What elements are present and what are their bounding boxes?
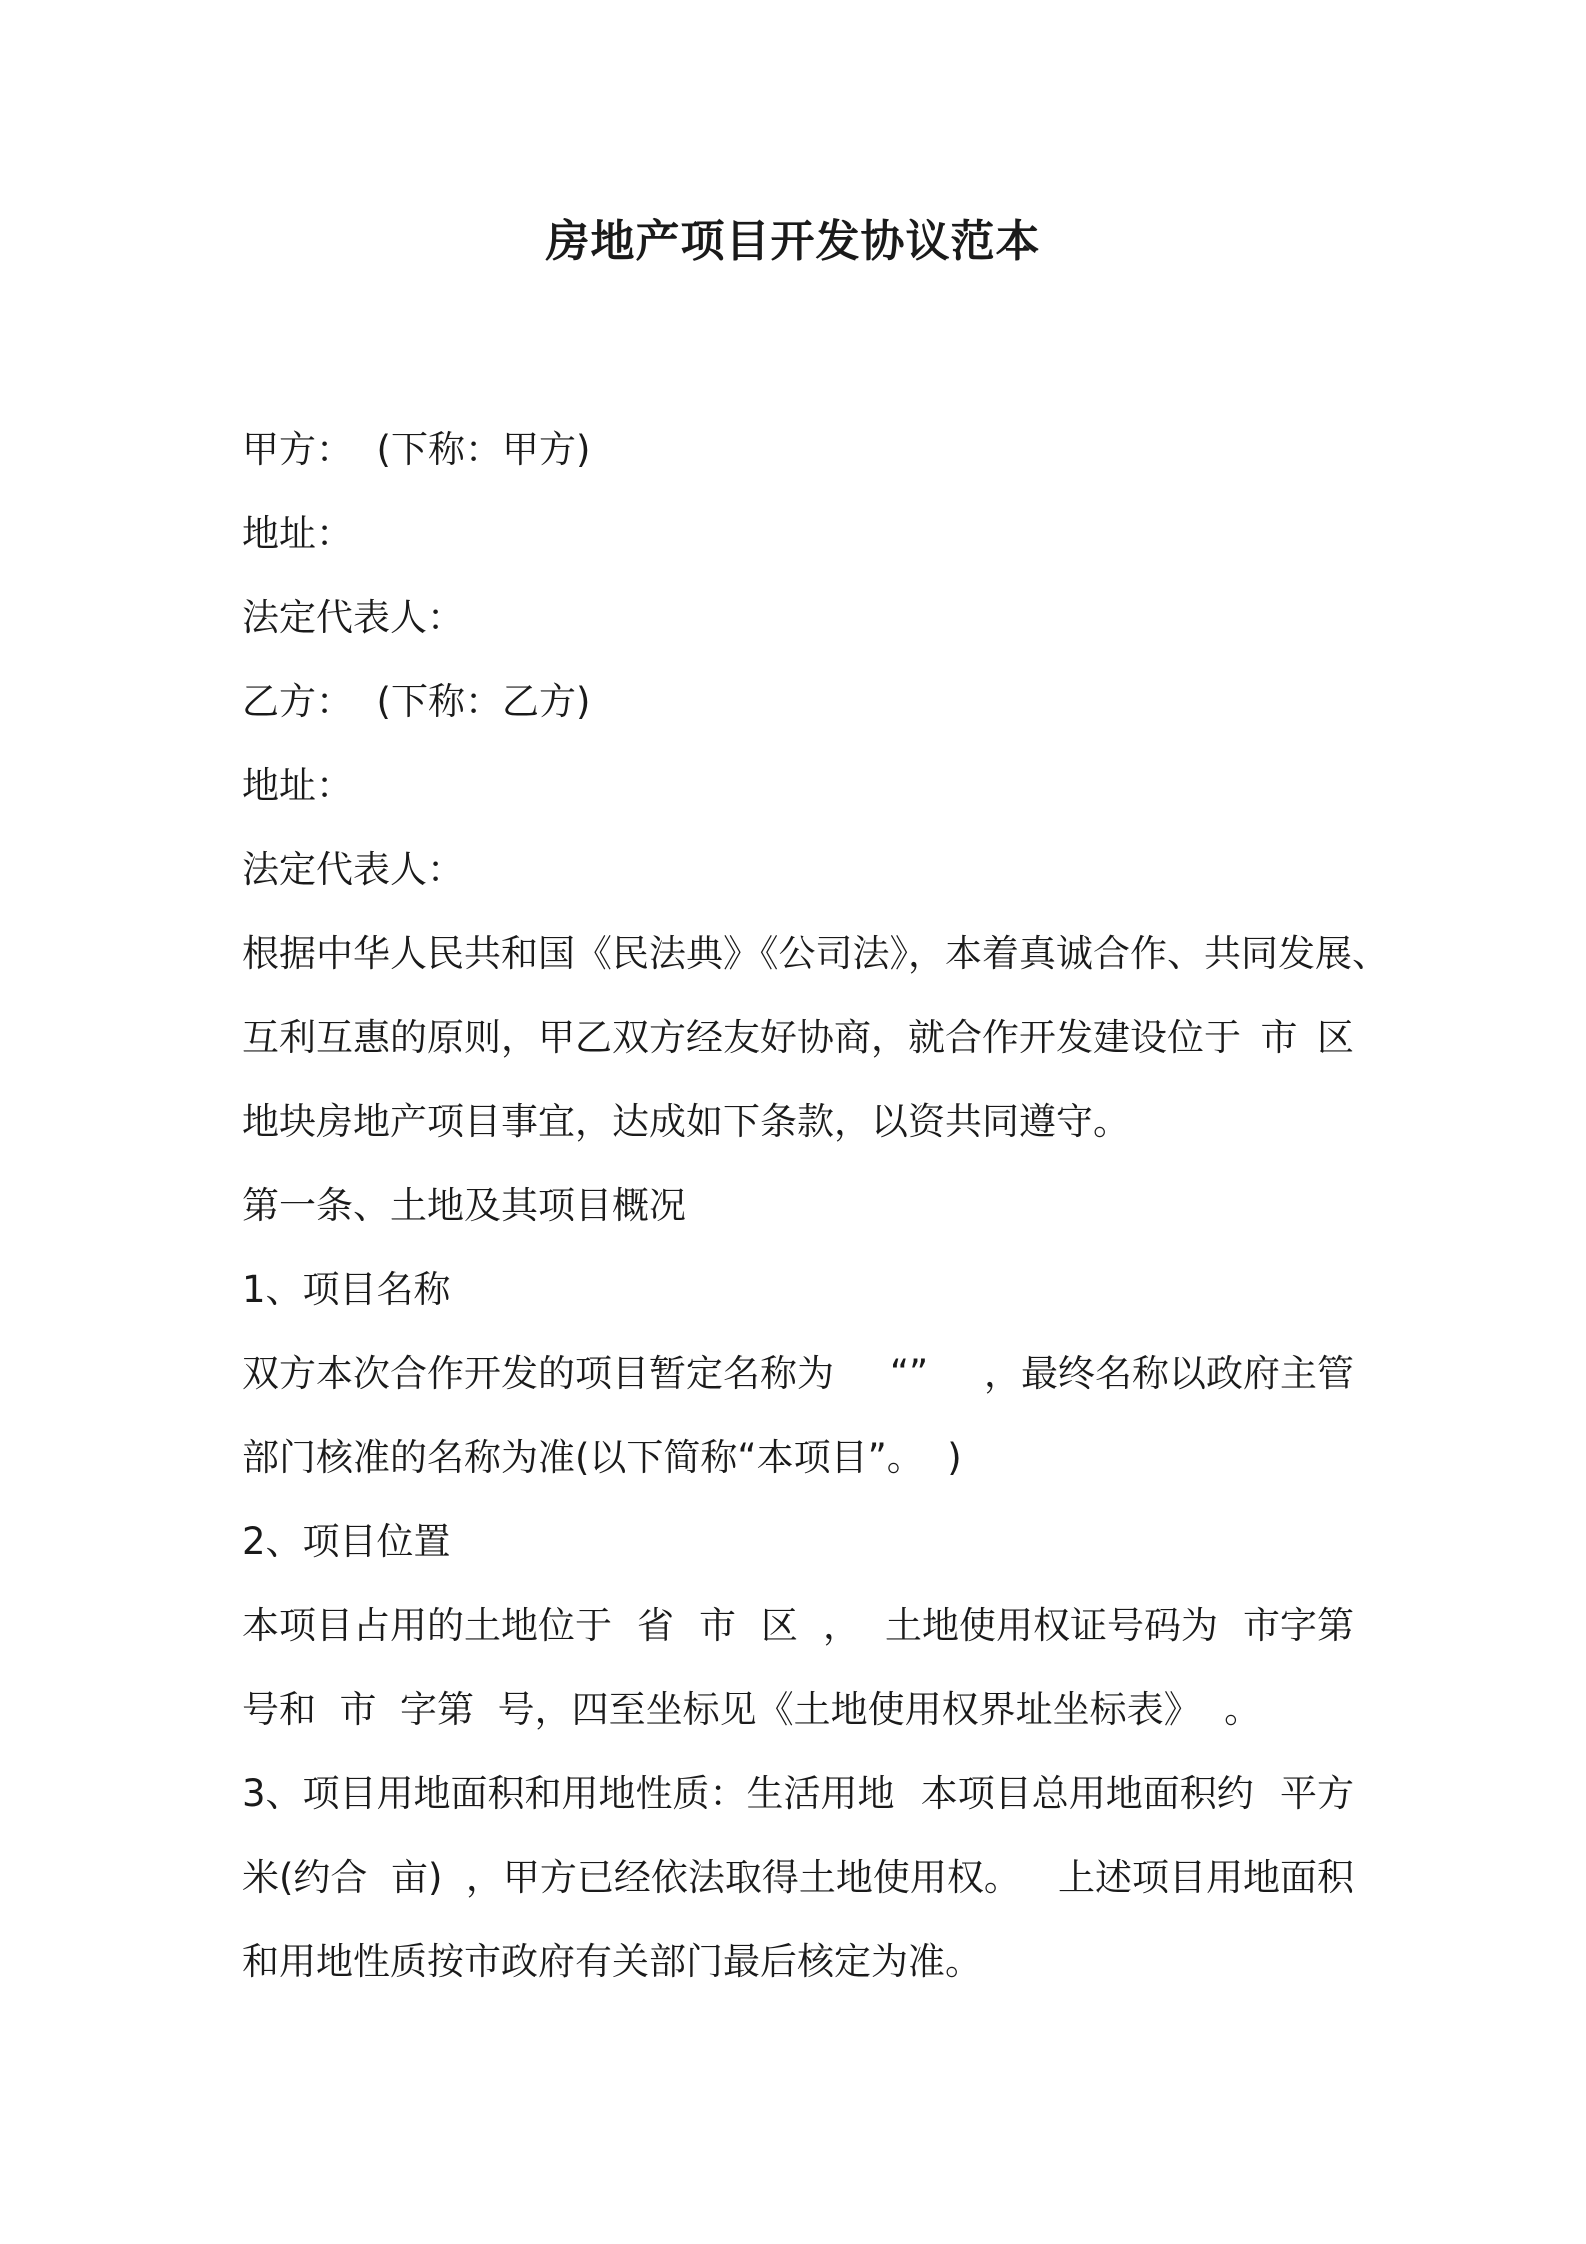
- preamble-line-3: 地块房地产项目事宜，达成如下条款，以资共同遵守。: [242, 1100, 1130, 1143]
- item-3-line-2-tail: 上述项目用地面积: [1058, 1856, 1354, 1899]
- preamble-line-2-text: 互利互惠的原则，甲乙双方经友好协商，就合作开发建设位于: [242, 1016, 1241, 1059]
- preamble-line-1: 根据中华人民共和国《民法典》《公司法》，本着真诚合作、共同发展、: [242, 932, 1389, 975]
- item-3-line-1: [242, 1752, 1354, 1836]
- item-1-line-1-text: 双方本次合作开发的项目暂定名称为: [242, 1352, 834, 1395]
- district-blank: 区: [761, 1604, 798, 1647]
- total-area-text: 本项目总用地面积约: [920, 1772, 1254, 1815]
- document-title: 房地产项目开发协议范本: [545, 216, 1041, 267]
- area-unit-text: 平方: [1279, 1772, 1354, 1815]
- item-3-line-1-text: 3、项目用地面积和用地性质：生活用地: [242, 1772, 895, 1815]
- city-number-text: 市字第: [1243, 1604, 1354, 1647]
- item-1-heading: 1、项目名称: [242, 1268, 451, 1311]
- project-name-blank: “”: [889, 1352, 929, 1395]
- item-3-line-3: 和用地性质按市政府有关部门最后核定为准。: [242, 1940, 982, 1983]
- item-2-line-2: 号和 市 字第 号，四至坐标见《土地使用权界址坐标表》 。: [242, 1688, 1262, 1731]
- party-a-label: 甲方： (下称：甲方): [242, 428, 591, 471]
- document-body: [242, 408, 1389, 2004]
- preamble-line-2: [242, 996, 1354, 1080]
- article-1-heading: 第一条、土地及其项目概况: [242, 1184, 686, 1227]
- item-1-line-1: [242, 1332, 1354, 1416]
- party-b-address: 地址：: [242, 764, 353, 807]
- preamble-city-blank: 市: [1260, 1016, 1298, 1059]
- land-cert-text: 土地使用权证号码为: [885, 1604, 1218, 1647]
- preamble-district-blank: 区: [1317, 1016, 1354, 1059]
- item-3-line-2: [242, 1836, 1354, 1920]
- item-1-line-2: 部门核准的名称为准(以下简称“本项目”。 ): [242, 1436, 962, 1479]
- item-2-heading: 2、项目位置: [242, 1520, 451, 1563]
- item-1-line-1-tail: ，最终名称以政府主管: [984, 1352, 1354, 1395]
- party-b-legal-rep: 法定代表人：: [242, 848, 464, 891]
- province-blank: 省: [637, 1604, 674, 1647]
- party-b-label: 乙方： (下称：乙方): [242, 680, 591, 723]
- city-blank: 市: [699, 1604, 736, 1647]
- item-2-line-1: [242, 1584, 1354, 1668]
- item-2-line-1-text: 本项目占用的土地位于: [242, 1604, 612, 1647]
- party-a-legal-rep: 法定代表人：: [242, 596, 464, 639]
- item-3-line-2-text: 米(约合 亩) ，甲方已经依法取得土地使用权。: [242, 1856, 1021, 1899]
- comma: ，: [823, 1604, 860, 1647]
- party-a-address: 地址：: [242, 512, 353, 555]
